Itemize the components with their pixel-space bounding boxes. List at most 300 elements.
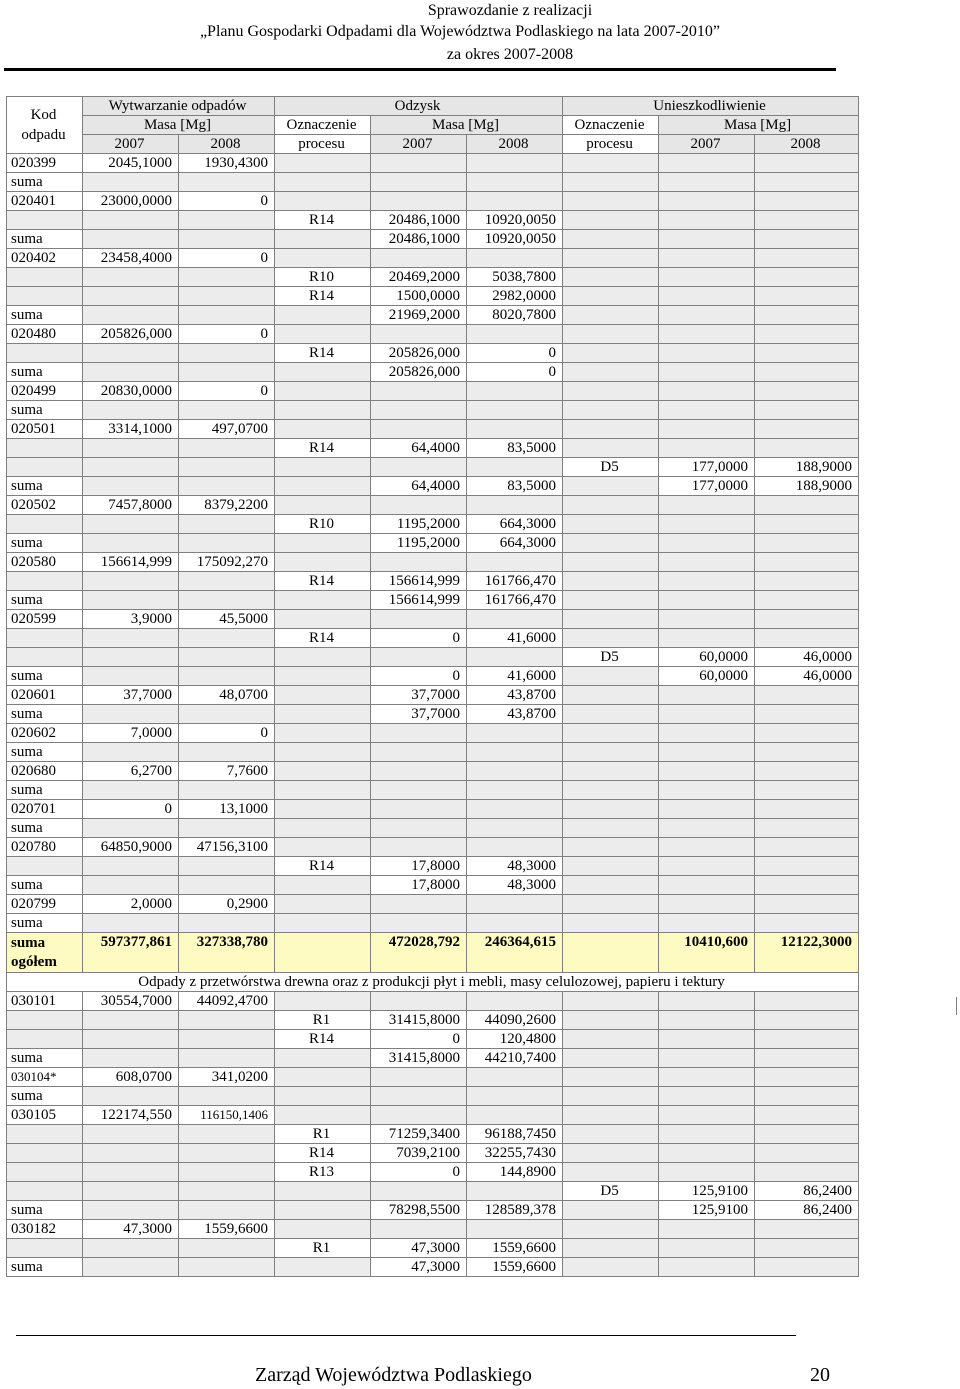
sum-row	[7, 1201, 859, 1220]
table-cell: 17,8000	[371, 857, 467, 876]
table-cell	[371, 895, 467, 914]
table-cell: 37,7000	[83, 686, 179, 705]
table-cell	[659, 211, 755, 230]
table-cell: 3,9000	[83, 610, 179, 629]
table-cell: 030104*	[7, 1068, 83, 1087]
table-cell	[7, 1125, 83, 1144]
table-cell: 1559,6600	[467, 1258, 563, 1277]
table-cell	[371, 1106, 467, 1125]
table-cell	[83, 1182, 179, 1201]
table-cell	[275, 363, 371, 382]
sum-row	[7, 743, 859, 762]
table-cell	[275, 1068, 371, 1087]
table-cell	[659, 230, 755, 249]
table-row	[7, 648, 859, 667]
table-cell	[467, 325, 563, 344]
table-cell	[755, 363, 859, 382]
total-u-2007: 10410,600	[659, 933, 755, 973]
table-cell	[563, 230, 659, 249]
table-cell	[7, 439, 83, 458]
table-cell	[179, 1163, 275, 1182]
table-cell	[659, 591, 755, 610]
table-cell	[371, 325, 467, 344]
table-cell	[563, 629, 659, 648]
table-cell: 0	[371, 667, 467, 686]
table-cell: R10	[275, 515, 371, 534]
table-row	[7, 1144, 859, 1163]
table-cell	[563, 1125, 659, 1144]
table-cell	[659, 819, 755, 838]
table-row	[7, 629, 859, 648]
table-cell	[467, 401, 563, 420]
table-cell	[563, 1068, 659, 1087]
table-cell	[755, 420, 859, 439]
table-cell: R1	[275, 1011, 371, 1030]
table-cell	[563, 1144, 659, 1163]
table-cell	[83, 211, 179, 230]
table-cell	[371, 648, 467, 667]
table-cell	[179, 819, 275, 838]
table-cell: suma	[7, 477, 83, 496]
table-cell	[83, 914, 179, 933]
table-cell	[755, 382, 859, 401]
table-cell: 23000,0000	[83, 192, 179, 211]
table-cell	[755, 534, 859, 553]
table-cell	[275, 192, 371, 211]
table-cell: R14	[275, 857, 371, 876]
table-row	[7, 1182, 859, 1201]
table-cell: 83,5000	[467, 439, 563, 458]
table-cell: 44092,4700	[179, 992, 275, 1011]
table-cell	[659, 1239, 755, 1258]
table-cell	[755, 914, 859, 933]
table-row	[7, 211, 859, 230]
table-cell	[755, 325, 859, 344]
table-cell	[275, 230, 371, 249]
table-cell	[659, 1049, 755, 1068]
table-cell	[179, 1087, 275, 1106]
table-cell	[275, 667, 371, 686]
table-cell: 020401	[7, 192, 83, 211]
table-cell	[179, 230, 275, 249]
table-cell	[563, 743, 659, 762]
table-cell	[83, 1049, 179, 1068]
table-cell	[563, 1201, 659, 1220]
table-cell: suma	[7, 876, 83, 895]
table-cell	[755, 1144, 859, 1163]
table-cell: 020402	[7, 249, 83, 268]
table-cell	[467, 743, 563, 762]
total-o-2007: 472028,792	[371, 933, 467, 973]
table-cell	[755, 876, 859, 895]
table-cell	[755, 192, 859, 211]
table-cell: 1195,2000	[371, 534, 467, 553]
table-cell: 8020,7800	[467, 306, 563, 325]
header-procesu-o: procesu	[275, 135, 371, 154]
table-row	[7, 287, 859, 306]
table-cell: 7039,2100	[371, 1144, 467, 1163]
table-cell	[563, 857, 659, 876]
header-unieszkodliwienie: Unieszkodliwienie	[563, 97, 859, 116]
table-cell	[467, 819, 563, 838]
table-row	[7, 895, 859, 914]
table-row	[7, 154, 859, 173]
table-cell	[275, 724, 371, 743]
table-cell: suma	[7, 819, 83, 838]
footer-rule	[16, 1335, 796, 1336]
table-cell: 20469,2000	[371, 268, 467, 287]
table-cell	[659, 515, 755, 534]
table-cell	[563, 249, 659, 268]
table-cell	[659, 1030, 755, 1049]
table-cell	[83, 515, 179, 534]
table-row	[7, 838, 859, 857]
total-empty-2	[563, 933, 659, 973]
table-cell	[7, 458, 83, 477]
table-cell	[275, 553, 371, 572]
table-cell: 177,0000	[659, 477, 755, 496]
table-cell: D5	[563, 648, 659, 667]
table-cell	[563, 154, 659, 173]
table-cell	[275, 819, 371, 838]
total-o-2008: 246364,615	[467, 933, 563, 973]
table-cell: 48,3000	[467, 876, 563, 895]
table-cell	[83, 1258, 179, 1277]
table-cell	[275, 914, 371, 933]
table-cell	[179, 914, 275, 933]
table-cell: R1	[275, 1239, 371, 1258]
table-cell	[755, 1087, 859, 1106]
header-masa-u: Masa [Mg]	[659, 116, 859, 135]
table-cell	[371, 724, 467, 743]
table-cell	[275, 992, 371, 1011]
table-row	[7, 1125, 859, 1144]
header-oznaczenie-o: Oznaczenie	[275, 116, 371, 135]
table-cell: 46,0000	[755, 648, 859, 667]
table-cell	[659, 249, 755, 268]
table-cell	[83, 743, 179, 762]
table-cell	[755, 857, 859, 876]
table-cell	[467, 648, 563, 667]
table-cell	[275, 401, 371, 420]
total-w-2007: 597377,861	[83, 933, 179, 973]
table-cell	[755, 724, 859, 743]
table-cell	[563, 1258, 659, 1277]
sum-row	[7, 1087, 859, 1106]
table-cell	[467, 553, 563, 572]
table-cell	[467, 1220, 563, 1239]
table-cell	[371, 800, 467, 819]
table-cell	[659, 534, 755, 553]
table-cell: 41,6000	[467, 629, 563, 648]
table-cell	[755, 1068, 859, 1087]
table-cell: 43,8700	[467, 686, 563, 705]
table-cell	[563, 591, 659, 610]
header-odzysk: Odzysk	[275, 97, 563, 116]
table-cell: 020602	[7, 724, 83, 743]
table-cell	[467, 192, 563, 211]
table-cell	[83, 591, 179, 610]
table-row	[7, 249, 859, 268]
table-cell	[371, 553, 467, 572]
table-cell	[467, 992, 563, 1011]
table-cell	[179, 306, 275, 325]
table-cell	[659, 382, 755, 401]
table-cell	[467, 724, 563, 743]
table-cell	[659, 439, 755, 458]
table-cell: 020799	[7, 895, 83, 914]
table-row	[7, 800, 859, 819]
table-cell	[563, 686, 659, 705]
table-cell	[179, 629, 275, 648]
table-cell	[659, 838, 755, 857]
table-cell	[7, 287, 83, 306]
table-cell: suma	[7, 363, 83, 382]
table-cell	[371, 838, 467, 857]
sum-row	[7, 534, 859, 553]
table-cell: 23458,4000	[83, 249, 179, 268]
table-cell: R10	[275, 268, 371, 287]
table-cell: 31415,8000	[371, 1011, 467, 1030]
report-subtitle: „Planu Gospodarki Odpadami dla Województwa Podlaskiego na lata 2007-2010”	[199, 23, 721, 40]
table-cell	[659, 992, 755, 1011]
table-cell	[755, 629, 859, 648]
report-period: za okres 2007-2008	[446, 46, 574, 63]
table-cell	[563, 1049, 659, 1068]
table-cell	[371, 1068, 467, 1087]
table-cell	[83, 363, 179, 382]
table-cell: 20486,1000	[371, 230, 467, 249]
table-cell	[275, 610, 371, 629]
table-cell	[275, 1049, 371, 1068]
table-row	[7, 268, 859, 287]
header-kod: Kod odpadu	[7, 97, 83, 154]
table-cell	[83, 1125, 179, 1144]
table-cell	[755, 515, 859, 534]
sum-row	[7, 914, 859, 933]
table-cell: suma	[7, 534, 83, 553]
table-cell	[83, 401, 179, 420]
table-cell	[83, 1087, 179, 1106]
table-cell: 6,2700	[83, 762, 179, 781]
table-cell	[563, 800, 659, 819]
table-row	[7, 439, 859, 458]
table-cell: 0	[371, 1163, 467, 1182]
table-cell	[467, 173, 563, 192]
table-cell: 1500,0000	[371, 287, 467, 306]
table-cell: 5038,7800	[467, 268, 563, 287]
table-cell: 44090,2600	[467, 1011, 563, 1030]
table-cell: 0	[467, 344, 563, 363]
table-cell: suma	[7, 230, 83, 249]
sum-row	[7, 705, 859, 724]
table-cell	[563, 344, 659, 363]
sum-row	[7, 876, 859, 895]
table-cell: 64850,9000	[83, 838, 179, 857]
table-cell	[179, 781, 275, 800]
table-cell	[179, 743, 275, 762]
table-cell: 48,3000	[467, 857, 563, 876]
table-cell	[755, 268, 859, 287]
table-cell	[563, 515, 659, 534]
table-cell: 020502	[7, 496, 83, 515]
table-cell	[563, 553, 659, 572]
table-cell	[275, 306, 371, 325]
table-cell	[179, 1201, 275, 1220]
table-cell: 125,9100	[659, 1182, 755, 1201]
total-label-line1: suma	[11, 935, 46, 951]
table-cell	[467, 496, 563, 515]
table-cell	[659, 173, 755, 192]
table-cell	[467, 249, 563, 268]
table-cell: 030101	[7, 992, 83, 1011]
table-cell	[755, 591, 859, 610]
table-cell	[659, 781, 755, 800]
table-cell	[563, 705, 659, 724]
table-cell	[7, 1182, 83, 1201]
table-cell	[179, 477, 275, 496]
table-cell	[371, 173, 467, 192]
table-cell: 0	[179, 325, 275, 344]
table-cell: 020680	[7, 762, 83, 781]
table-cell: 44210,7400	[467, 1049, 563, 1068]
table-cell: 020499	[7, 382, 83, 401]
table-cell: 144,8900	[467, 1163, 563, 1182]
table-cell	[275, 173, 371, 192]
table-cell: 020599	[7, 610, 83, 629]
table-cell: R14	[275, 629, 371, 648]
table-cell: 125,9100	[659, 1201, 755, 1220]
table-cell	[83, 629, 179, 648]
table-cell	[7, 344, 83, 363]
sum-row	[7, 667, 859, 686]
table-cell: 78298,5500	[371, 1201, 467, 1220]
table-cell	[371, 420, 467, 439]
table-cell	[659, 1011, 755, 1030]
table-cell	[467, 914, 563, 933]
table-cell: 020480	[7, 325, 83, 344]
table-cell	[83, 857, 179, 876]
table-cell	[275, 1220, 371, 1239]
table-cell: 41,6000	[467, 667, 563, 686]
total-label-line2: ogółem	[11, 954, 57, 970]
table-cell	[7, 1011, 83, 1030]
table-cell	[179, 876, 275, 895]
header-o-2007: 2007	[371, 135, 467, 154]
table-cell	[755, 496, 859, 515]
table-cell	[179, 401, 275, 420]
table-cell: R13	[275, 1163, 371, 1182]
table-cell	[659, 857, 755, 876]
table-body-group-02	[7, 154, 859, 933]
table-row	[7, 1220, 859, 1239]
table-cell	[275, 1201, 371, 1220]
table-cell	[371, 781, 467, 800]
table-cell	[467, 458, 563, 477]
table-cell: R1	[275, 1125, 371, 1144]
table-cell	[275, 420, 371, 439]
table-cell: 175092,270	[179, 553, 275, 572]
table-cell	[755, 686, 859, 705]
table-cell	[659, 553, 755, 572]
table-cell	[179, 1144, 275, 1163]
table-total	[7, 933, 859, 992]
table-cell	[659, 629, 755, 648]
table-cell: R14	[275, 572, 371, 591]
table-edge-mark	[956, 997, 960, 1015]
table-cell	[275, 1258, 371, 1277]
table-cell	[659, 800, 755, 819]
table-cell	[563, 363, 659, 382]
table-cell	[179, 1011, 275, 1030]
table-cell	[755, 344, 859, 363]
table-cell	[83, 572, 179, 591]
table-cell	[275, 1087, 371, 1106]
table-cell: R14	[275, 1030, 371, 1049]
table-cell: 020501	[7, 420, 83, 439]
header-wytwarzanie: Wytwarzanie odpadów	[83, 97, 275, 116]
table-cell	[755, 895, 859, 914]
table-cell	[563, 401, 659, 420]
table-cell	[563, 496, 659, 515]
table-cell: 13,1000	[179, 800, 275, 819]
table-cell	[83, 667, 179, 686]
table-cell	[83, 1144, 179, 1163]
table-cell	[371, 1182, 467, 1201]
table-cell: 0	[371, 629, 467, 648]
table-cell	[7, 1030, 83, 1049]
table-cell	[659, 1068, 755, 1087]
table-cell	[371, 762, 467, 781]
sum-row	[7, 591, 859, 610]
table-cell	[7, 1239, 83, 1258]
table-cell: 188,9000	[755, 458, 859, 477]
table-row	[7, 724, 859, 743]
table-cell	[755, 401, 859, 420]
table-cell	[755, 1030, 859, 1049]
table-cell: 20486,1000	[371, 211, 467, 230]
table-cell: 0	[179, 192, 275, 211]
table-cell	[83, 173, 179, 192]
table-cell	[179, 173, 275, 192]
table-cell: suma	[7, 306, 83, 325]
header-procesu-u: procesu	[563, 135, 659, 154]
sum-row	[7, 1049, 859, 1068]
table-cell	[275, 762, 371, 781]
table-cell: 86,2400	[755, 1201, 859, 1220]
table-cell: 0	[179, 724, 275, 743]
table-cell	[275, 496, 371, 515]
table-cell: R14	[275, 287, 371, 306]
table-cell: 020780	[7, 838, 83, 857]
table-cell	[275, 743, 371, 762]
header-u-2008: 2008	[755, 135, 859, 154]
table-cell: suma	[7, 705, 83, 724]
table-row	[7, 344, 859, 363]
table-cell: 188,9000	[755, 477, 859, 496]
table-cell: 2982,0000	[467, 287, 563, 306]
table-cell	[83, 1201, 179, 1220]
table-cell	[659, 325, 755, 344]
section-row	[7, 973, 859, 992]
table-cell: 0	[83, 800, 179, 819]
table-cell	[755, 1011, 859, 1030]
table-cell	[659, 306, 755, 325]
table-cell: 47,3000	[83, 1220, 179, 1239]
table-cell	[83, 534, 179, 553]
table-cell	[563, 1030, 659, 1049]
table-row	[7, 458, 859, 477]
